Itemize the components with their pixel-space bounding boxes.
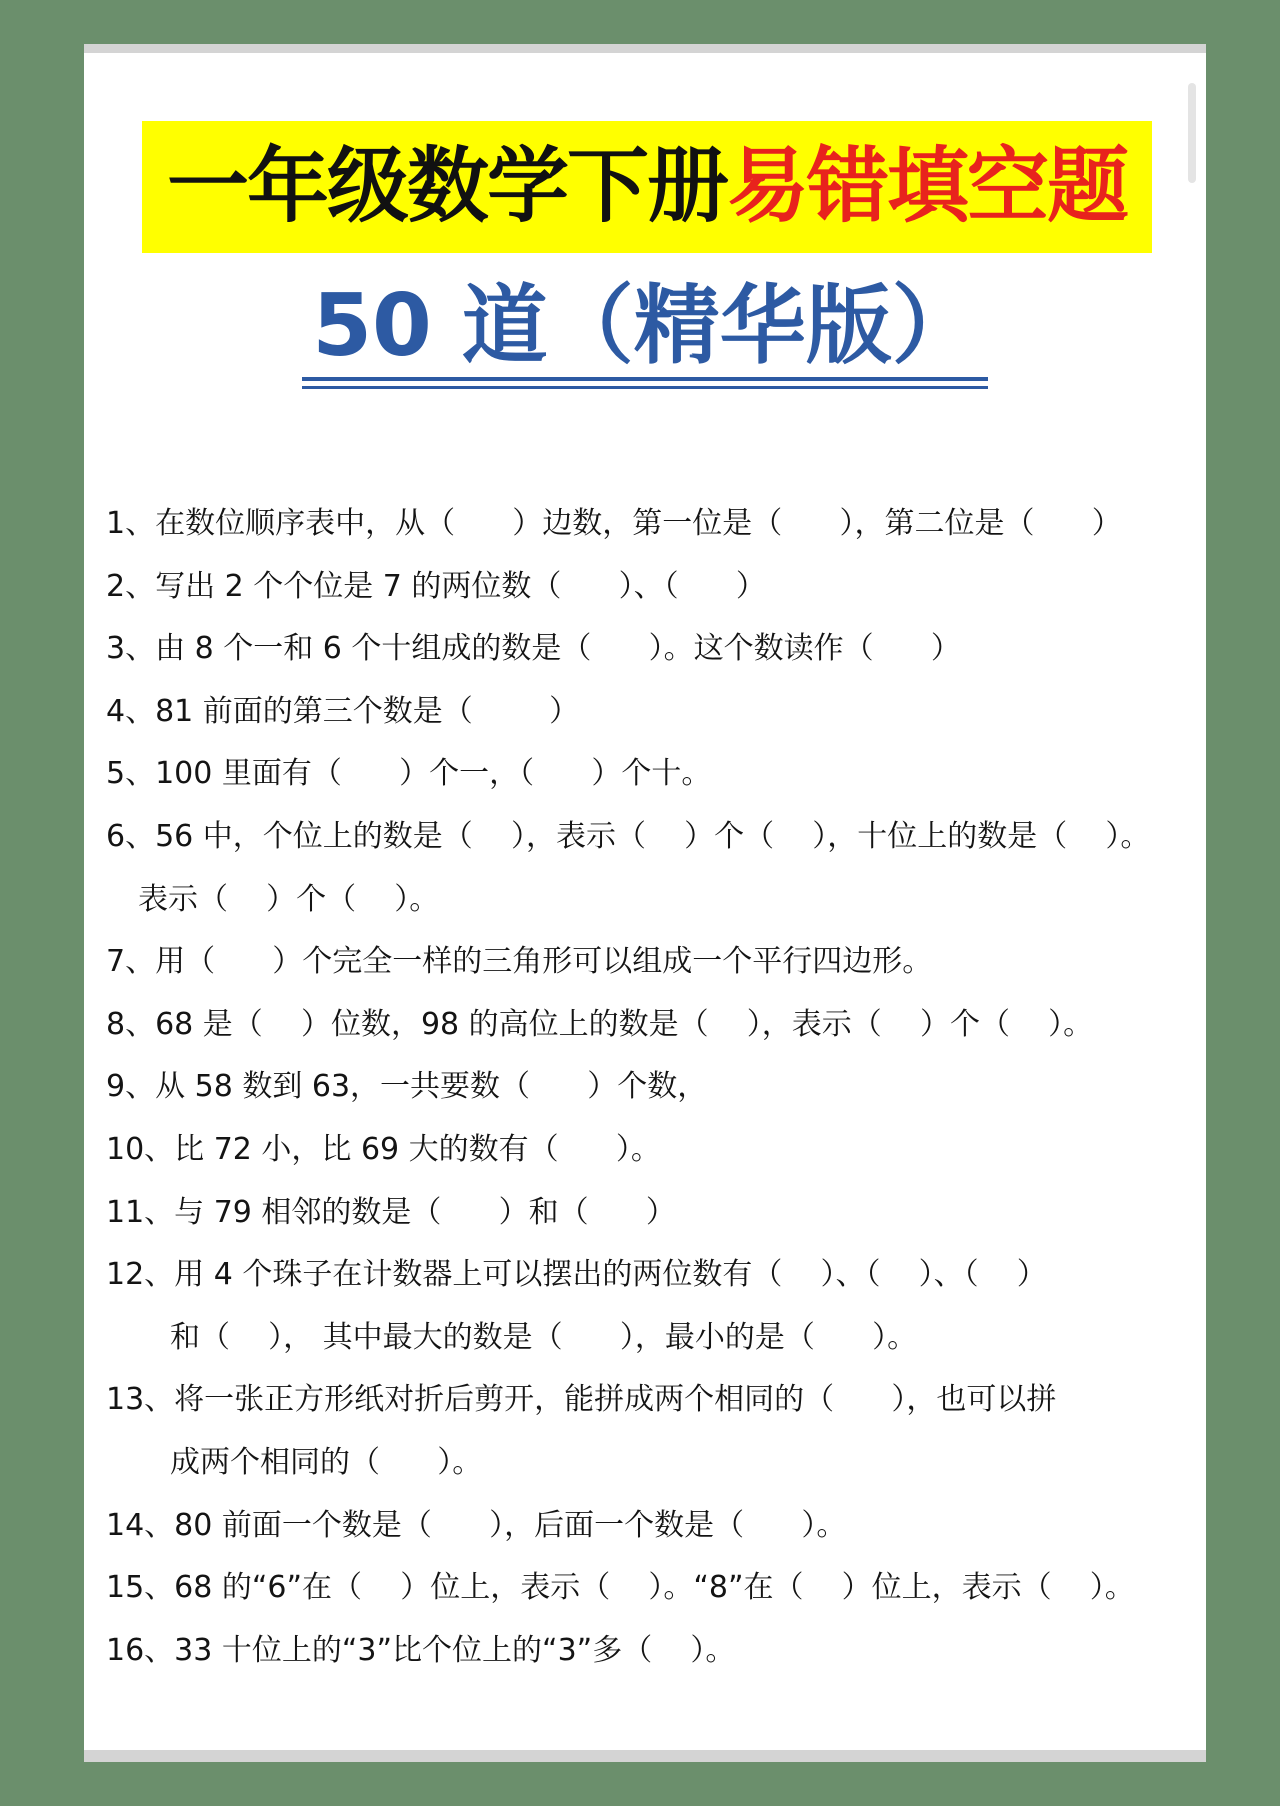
question-10: 10、比 72 小，比 69 大的数有（ ）。 [106, 1131, 661, 1167]
worksheet-page [84, 44, 1206, 1762]
scrollbar-thumb[interactable] [1188, 83, 1196, 183]
title-topic: 易错填空题 [727, 139, 1128, 234]
question-7: 7、用（ ）个完全一样的三角形可以组成一个平行四边形。 [106, 944, 933, 980]
subtitle-text: 50 道（精华版） [302, 281, 988, 381]
question-13-continued: 成两个相同的（ ）。 [170, 1444, 483, 1480]
question-9: 9、从 58 数到 63，一共要数（ ）个数， [106, 1069, 708, 1105]
subtitle [84, 276, 1206, 381]
question-list [106, 493, 1196, 1682]
question-6-continued: 表示（ ）个（ ）。 [138, 881, 440, 917]
title-banner [142, 121, 1152, 253]
question-6: 6、56 中，个位上的数是（ ），表示（ ）个（ ），十位上的数是（ ）。 [106, 818, 1151, 854]
question-1: 1、在数位顺序表中，从（ ）边数，第一位是（ ），第二位是（ ） [106, 506, 1122, 541]
question-16: 16、33 十位上的“3”比个位上的“3”多（ ）。 [106, 1632, 736, 1668]
question-15: 15、68 的“6”在（ ）位上，表示（ ）。“8”在（ ）位上，表示（ ）。 [106, 1570, 1135, 1606]
question-14: 14、80 前面一个数是（ ），后面一个数是（ ）。 [106, 1507, 847, 1543]
question-13: 13、将一张正方形纸对折后剪开，能拼成两个相同的（ ），也可以拼 [106, 1382, 1057, 1418]
question-8: 8、68 是（ ）位数，98 的高位上的数是（ ），表示（ ）个（ ）。 [106, 1006, 1094, 1042]
title-grade-subject: 一年级数学下册 [166, 139, 727, 234]
question-11: 11、与 79 相邻的数是（ ）和（ ） [106, 1194, 676, 1230]
question-12-continued: 和（ ）， 其中最大的数是（ ），最小的是（ ）。 [170, 1319, 918, 1355]
question-5: 5、100 里面有（ ）个一，（ ）个十。 [106, 756, 712, 792]
question-12: 12、用 4 个珠子在计数器上可以摆出的两位数有（ ）、（ ）、（ ） [106, 1257, 1047, 1293]
question-4: 4、81 前面的第三个数是（ ） [106, 693, 580, 729]
question-2: 2、写出 2 个个位是 7 的两位数（ ）、（ ） [106, 568, 766, 604]
question-3: 3、由 8 个一和 6 个十组成的数是（ ）。这个数读作（ ） [106, 631, 961, 667]
